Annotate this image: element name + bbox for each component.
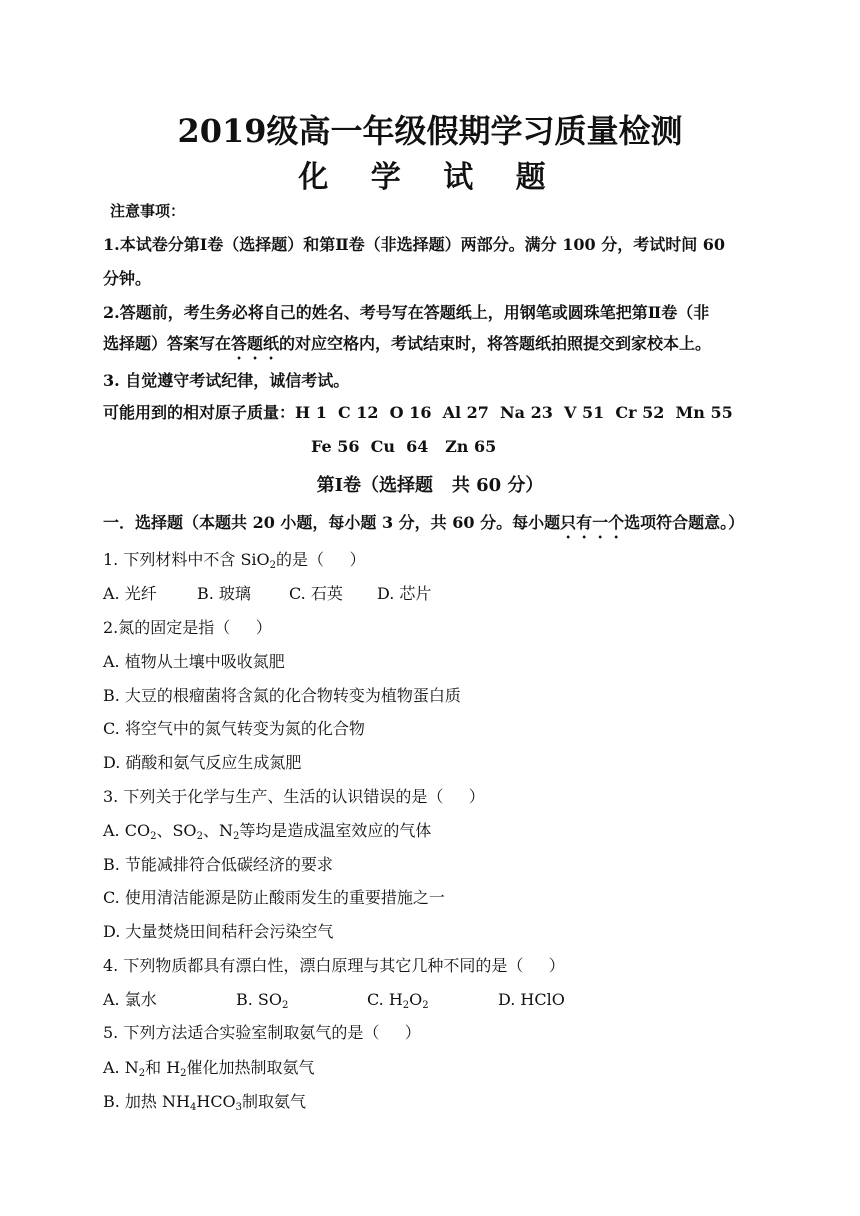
notice-heading: 注意事项： (110, 202, 186, 220)
q2-option-d: D. 硝酸和氨气反应生成氮肥 (103, 753, 302, 772)
q2-option-c: C. 将空气中的氮气转变为氮的化合物 (103, 719, 365, 738)
q2-option-b: B. 大豆的根瘤菌将含氮的化合物转变为植物蛋白质 (103, 686, 461, 705)
notice-item-2-line-2: 选择题）答案写在答题纸的对应空格内，考试结束时，将答题纸拍照提交到家校本上。 (103, 334, 712, 353)
emphasis-only-one: 只有一个 (560, 513, 625, 532)
question-1-stem: 1. 下列材料中不含 SiO$_2$的是（ ） (103, 550, 366, 571)
question-3-stem: 3. 下列关于化学与生产、生活的认识错误的是（ ） (103, 787, 485, 806)
q2-option-a: A. 植物从土壤中吸收氮肥 (103, 652, 285, 671)
exam-subject-title: 化 学 试 题 (298, 160, 562, 195)
notice-item-1-line-2: 分钟。 (103, 269, 152, 288)
emphasis-answer-sheet: 答题纸 (231, 334, 280, 353)
question-4-stem: 4. 下列物质都具有漂白性，漂白原理与其它几种不同的是（ ） (103, 956, 565, 975)
atomic-masses-line-2: Fe 56 Cu 64 Zn 65 (311, 437, 497, 456)
q3-option-d: D. 大量焚烧田间秸秆会污染空气 (103, 922, 334, 941)
question-4-options (103, 990, 565, 1010)
q1-option-b: B. 玻璃 (197, 584, 251, 603)
q5-option-a: A. $N_2$和 $H_2$催化加热制取氨气 (103, 1058, 315, 1079)
exam-title: 2019级高一年级假期学习质量检测 (177, 112, 683, 150)
notice-item-3: 3. 自觉遵守考试纪律，诚信考试。 (103, 371, 350, 390)
notice-item-2-line-1: 2.答题前，考生务必将自己的姓名、考号写在答题纸上，用钢笔或圆珠笔把第Ⅱ卷（非 (103, 303, 710, 322)
q3-option-a: A. $CO_2$、$SO_2$、$N_2$等均是造成温室效应的气体 (103, 821, 432, 842)
atomic-masses-line-1: 可能用到的相对原子质量：H 1 C 12 O 16 Al 27 Na 23 V 51 Cr 52 Mn 55 (103, 403, 733, 422)
section-1-heading: 第Ⅰ卷（选择题 共 60 分） (316, 475, 544, 496)
q1-option-a: A. 光纤 (103, 584, 157, 603)
q4-option-c: C. $H_2O_2$ (367, 990, 429, 1011)
q4-option-b: B. $SO_2$ (236, 990, 289, 1011)
question-5-stem: 5. 下列方法适合实验室制取氨气的是（ ） (103, 1023, 421, 1042)
notice-item-1-line-1: 1.本试卷分第Ⅰ卷（选择题）和第Ⅱ卷（非选择题）两部分。满分 100 分，考试时间 60 (103, 235, 726, 254)
question-1-options (103, 584, 431, 604)
q4-option-a: A. 氯水 (103, 990, 157, 1009)
q4-option-d: D. HClO (498, 990, 565, 1009)
q1-option-c: C. 石英 (289, 584, 343, 603)
q5-option-b: B. 加热 $NH_4HCO_3$制取氨气 (103, 1092, 307, 1113)
section-1-instructions: 一．选择题（本题共 20 小题，每小题 3 分，共 60 分。每小题只有一个选项符合题意。） (103, 513, 745, 532)
q3-option-b: B. 节能减排符合低碳经济的要求 (103, 855, 333, 874)
q1-option-d: D. 芯片 (377, 584, 432, 603)
question-2-stem: 2.氮的固定是指（ ） (103, 618, 272, 637)
q3-option-c: C. 使用清洁能源是防止酸雨发生的重要措施之一 (103, 888, 445, 907)
